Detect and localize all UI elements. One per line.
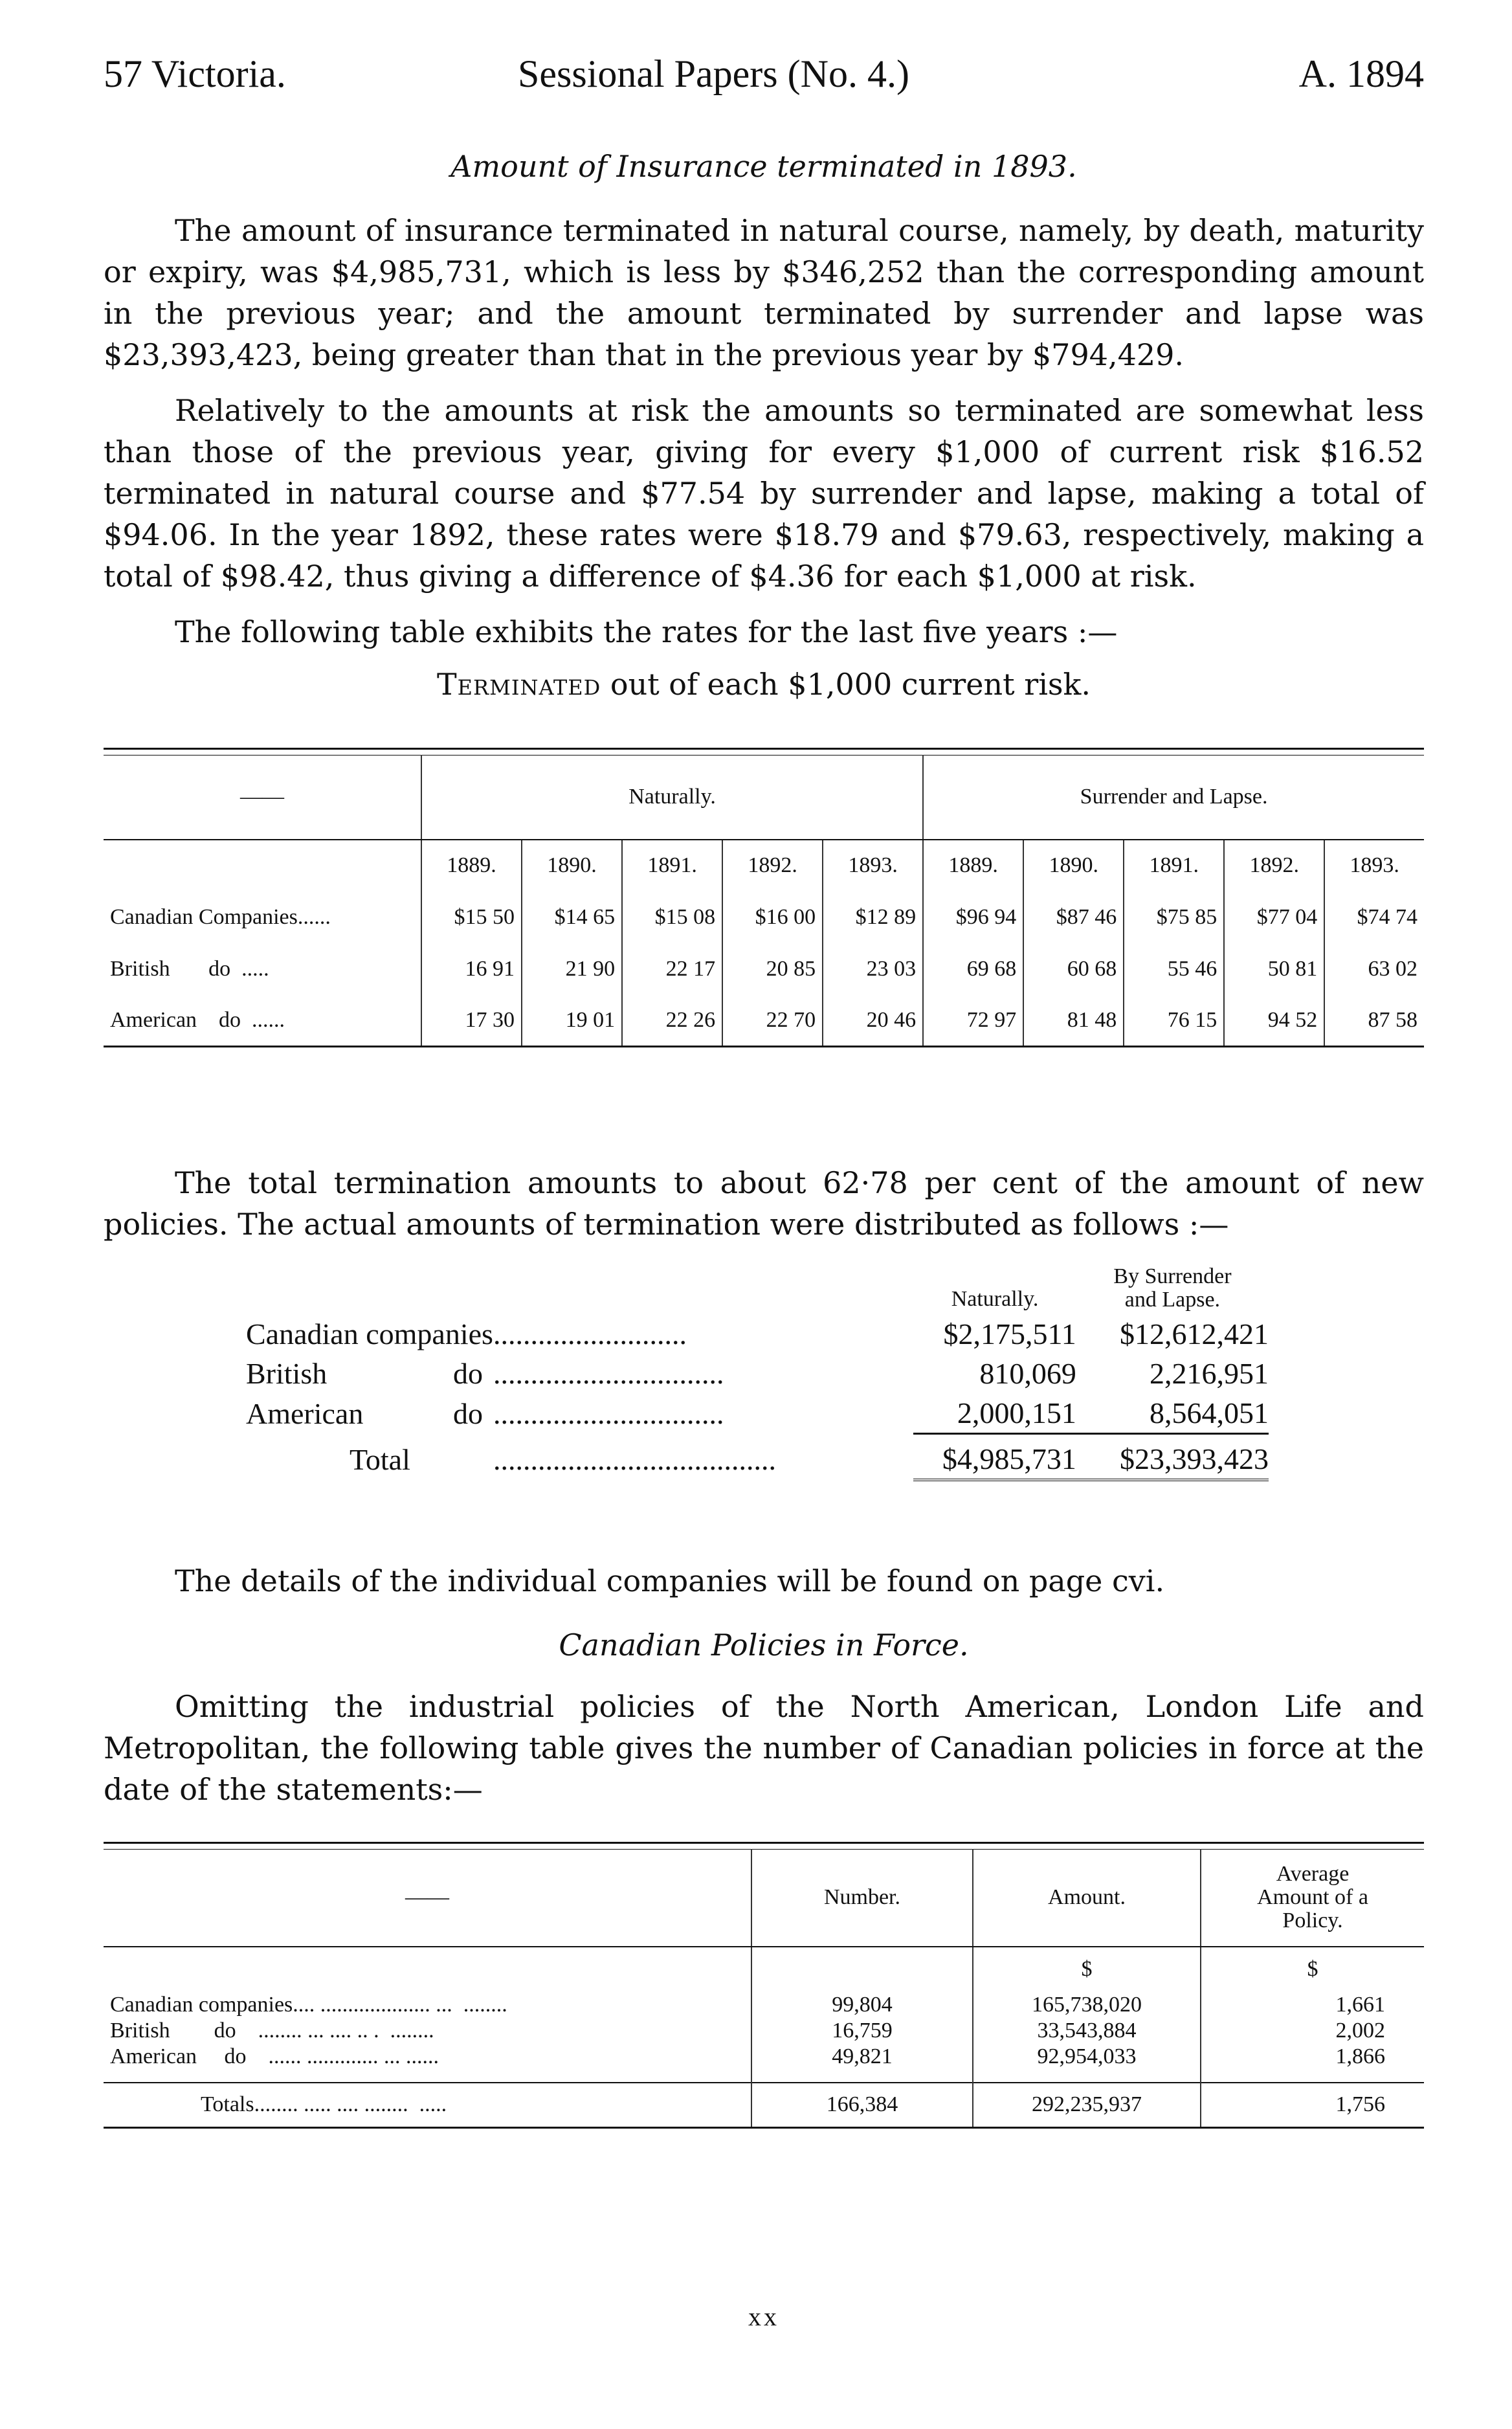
col-header-amount: Amount. (973, 1850, 1201, 1947)
row-label: British do ........ ... .... .. . ........ (110, 2018, 434, 2043)
year-header: 1893. (823, 840, 923, 891)
leader-dots: ............................... (493, 1396, 724, 1430)
year-header-row (104, 840, 1424, 891)
cell: 22 17 (622, 943, 722, 995)
table-row (104, 1992, 1424, 2018)
header-year: A. 1894 (1298, 52, 1424, 95)
company-type: Canadian companies (246, 1317, 493, 1350)
page-number: xx (748, 2302, 779, 2331)
section-title: Canadian Policies in Force. (559, 1628, 969, 1662)
paragraph: Relatively to the amounts at risk the amounts so terminated are somewhat less than those of the previous year, giving for every $1,000 of current risk $16.52 terminated in natural course and $77.54 by surrender and lapse, making a total of $94.06. In the year 1892, these rates were $18.79 and $79.63, respectively, making a total of $98.42, thus giving a difference of $4.36 for each $1,000 at risk. (104, 393, 1424, 594)
unit-row (104, 1947, 1424, 1992)
table-row (104, 943, 1424, 995)
cell: 16 91 (421, 943, 522, 995)
total-amount: 292,235,937 (973, 2083, 1201, 2128)
leader-dots: .......................... (493, 1317, 687, 1350)
table-corner: —— (104, 1850, 751, 1947)
cell: 20 46 (823, 995, 923, 1047)
cell: 22 70 (722, 995, 823, 1047)
paragraph: The total termination amounts to about 62·78 per cent of the amount of new policies. The actual amounts of termination were distributed as follows :— (104, 1165, 1424, 1242)
cell: $15 08 (622, 891, 722, 943)
unit-dollar: $ (973, 1947, 1201, 1992)
naturally-amount: 810,069 (979, 1357, 1076, 1390)
year-header: 1891. (622, 840, 722, 891)
paragraph: The amount of insurance terminated in natural course, namely, by death, maturity or expiry, was $4,985,731, which is less by $346,252 than the corresponding amount in the previous year; and the amount terminated by surrender and lapse was $23,393,423, being greater than that in the previous year by $794,429. (104, 213, 1424, 372)
col-header-surrender (1076, 1262, 1269, 1314)
cell: 69 68 (923, 943, 1023, 995)
cell: 72 97 (923, 995, 1023, 1047)
cell: 21 90 (522, 943, 622, 995)
col-header-line: and Lapse. (1124, 1288, 1221, 1312)
company-type (246, 1393, 493, 1434)
year-header: 1892. (722, 840, 823, 891)
section-title: Amount of Insurance terminated in 1893. (450, 149, 1077, 184)
distribution-row (246, 1314, 1269, 1354)
cell: $75 85 (1124, 891, 1224, 943)
row-label: Canadian Companies...... (110, 904, 331, 929)
distribution-table (246, 1262, 1269, 1485)
year-header: 1890. (1023, 840, 1124, 891)
group-header-surrender: Surrender and Lapse. (923, 756, 1424, 840)
cell: 19 01 (522, 995, 622, 1047)
table2-header-row (104, 1850, 1424, 1947)
year-header: 1890. (522, 840, 622, 891)
table-corner: —— (104, 756, 421, 840)
cell-number: 16,759 (751, 2018, 973, 2044)
ditto: do (453, 1396, 483, 1430)
policies-in-force-table (104, 1842, 1424, 2134)
surrender-amount: 8,564,051 (1150, 1396, 1269, 1429)
col-header-line: Average (1276, 1862, 1350, 1886)
naturally-amount: 2,000,151 (957, 1396, 1076, 1429)
running-header (104, 52, 1424, 104)
cell: 17 30 (421, 995, 522, 1047)
col-header-number: Number. (751, 1850, 973, 1947)
distribution-row (246, 1393, 1269, 1434)
section-insurance-terminated (104, 149, 1424, 702)
surrender-amount: $12,612,421 (1120, 1317, 1269, 1350)
ditto: do (453, 1357, 483, 1390)
total-surrender: $23,393,423 (1120, 1442, 1269, 1475)
leader-dots: ............................... (493, 1357, 724, 1390)
total-number: 166,384 (751, 2083, 973, 2128)
paragraph: Omitting the industrial policies of the North American, London Life and Metropolitan, the following table gives the number of Canadian policies in force at the date of the statements:— (104, 1689, 1424, 1807)
table-row (104, 995, 1424, 1047)
total-average: 1,756 (1201, 2083, 1424, 2128)
total-label: Total (350, 1442, 410, 1476)
cell: 76 15 (1124, 995, 1224, 1047)
cell-number: 99,804 (751, 1992, 973, 2018)
row-label: American do ...... ............. ... ...... (110, 2044, 439, 2068)
caption-small-caps: Terminated (436, 667, 601, 702)
col-header-line: Policy. (1282, 1908, 1343, 1933)
section-policies-in-force (104, 1560, 1424, 1810)
cell: $15 50 (421, 891, 522, 943)
col-header-line: Amount of a (1257, 1885, 1368, 1910)
cell: $12 89 (823, 891, 923, 943)
col-header-average (1201, 1850, 1424, 1947)
table-row (104, 2018, 1424, 2044)
distribution-header-row (246, 1262, 1269, 1314)
cell: 87 58 (1324, 995, 1424, 1047)
year-header: 1891. (1124, 840, 1224, 891)
cell: 55 46 (1124, 943, 1224, 995)
row-label: American do ...... (110, 1007, 285, 1032)
year-header: 1892. (1224, 840, 1324, 891)
cell-amount: 92,954,033 (973, 2044, 1201, 2070)
cell: 20 85 (722, 943, 823, 995)
row-label: British do ..... (110, 956, 269, 981)
cell-average: 2,002 (1201, 2018, 1424, 2044)
cell-amount: 33,543,884 (973, 2018, 1201, 2044)
termination-rates-table (104, 748, 1424, 1054)
paragraph: The details of the individual companies will be found on page cvi. (175, 1563, 1165, 1598)
year-header: 1889. (421, 840, 522, 891)
leader-dots: ...................................... (493, 1442, 776, 1476)
distribution-row (246, 1354, 1269, 1393)
header-title: Sessional Papers (No. 4.) (518, 52, 909, 95)
col-header-naturally: Naturally. (951, 1287, 1039, 1311)
cell: $74 74 (1324, 891, 1424, 943)
cell: 50 81 (1224, 943, 1324, 995)
total-naturally: $4,985,731 (942, 1442, 1076, 1475)
caption-text: out of each $1,000 current risk. (601, 667, 1091, 702)
naturally-amount: $2,175,511 (943, 1317, 1076, 1350)
cell: $87 46 (1023, 891, 1124, 943)
cell: $77 04 (1224, 891, 1324, 943)
section-distribution (104, 1162, 1424, 1245)
cell-number: 49,821 (751, 2044, 973, 2070)
year-header: 1893. (1324, 840, 1424, 891)
cell-average: 1,661 (1201, 1992, 1424, 2018)
header-session: 57 Victoria. (104, 52, 286, 95)
col-header-line: By Surrender (1113, 1264, 1232, 1288)
cell: $96 94 (923, 891, 1023, 943)
table-total-row (104, 2083, 1424, 2128)
total-label: Totals........ ..... .... ........ ..... (104, 2083, 751, 2128)
paragraph: The following table exhibits the rates for the last five years :— (175, 614, 1118, 649)
cell: 23 03 (823, 943, 923, 995)
table-row (104, 2044, 1424, 2070)
cell: 22 26 (622, 995, 722, 1047)
cell: 60 68 (1023, 943, 1124, 995)
unit-dollar: $ (1201, 1947, 1424, 1992)
cell: $14 65 (522, 891, 622, 943)
table-row (104, 891, 1424, 943)
cell: $16 00 (722, 891, 823, 943)
cell: 81 48 (1023, 995, 1124, 1047)
cell: 63 02 (1324, 943, 1424, 995)
surrender-amount: 2,216,951 (1150, 1357, 1269, 1390)
cell-amount: 165,738,020 (973, 1992, 1201, 2018)
group-header-naturally: Naturally. (421, 756, 923, 840)
cell: 94 52 (1224, 995, 1324, 1047)
row-label: Canadian companies.... .................... ... ........ (110, 1992, 507, 2017)
company-name: American (246, 1396, 364, 1430)
company-name: British (246, 1357, 328, 1390)
distribution-total-row (246, 1439, 1269, 1480)
table-caption (104, 667, 1424, 702)
cell-average: 1,866 (1201, 2044, 1424, 2070)
company-type (246, 1354, 493, 1393)
year-header: 1889. (923, 840, 1023, 891)
